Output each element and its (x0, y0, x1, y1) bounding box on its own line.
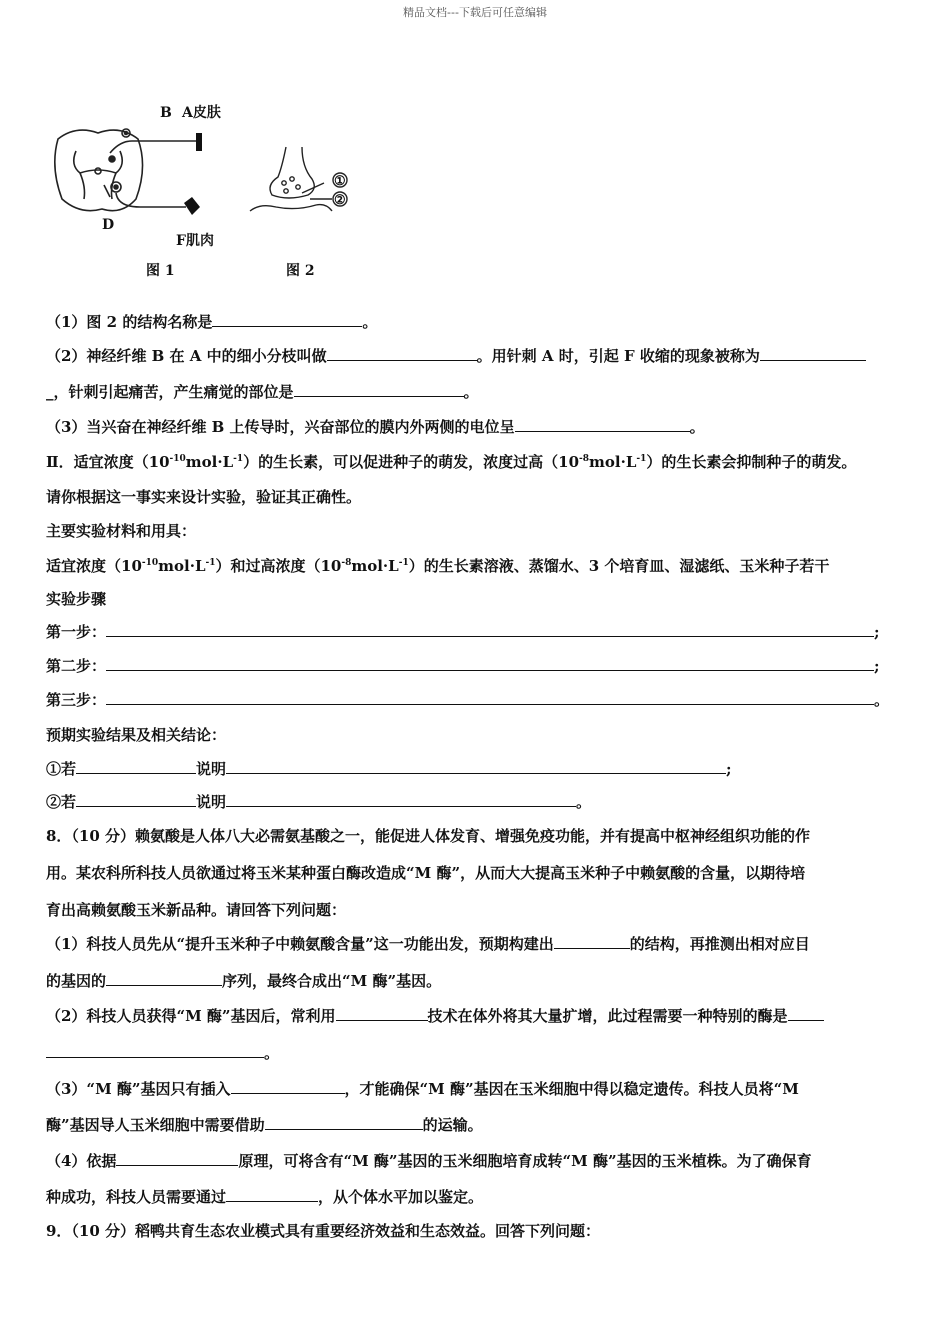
blank[interactable] (76, 759, 196, 774)
caption-fig1: 图 1 (146, 263, 175, 279)
blank[interactable] (106, 690, 874, 705)
page-header: 精品文档---下载后可任意编辑 (403, 6, 547, 19)
nerve-fiber-b (110, 141, 200, 153)
label-f: F肌肉 (176, 233, 214, 249)
blank[interactable] (327, 346, 477, 361)
part-ii-task: 请你根据这一事实来设计实验，验证其正确性。 (46, 488, 362, 506)
blank[interactable] (46, 1043, 264, 1058)
question-8-3-cont: 酶”基因导人玉米细胞中需要借助 的运输。 (46, 1116, 483, 1134)
question-8-3: （3）“M 酶”基因只有插入 ，才能确保“M 酶”基因在玉米细胞中得以稳定遗传。科技人员将“M (46, 1080, 799, 1098)
question-8-2: （2）科技人员获得“M 酶”基因后，常利用 技术在体外将其大量扩增，此过程需要一种特别的酶是 (46, 1006, 824, 1026)
blank[interactable] (336, 1006, 428, 1021)
skin-receptor (196, 133, 202, 151)
question-8-4: （4）依据 原理，可将含有“M 酶”基因的玉米细胞培育成转“M 酶”基因的玉米植株。为了确保育 (46, 1152, 812, 1170)
step-3: 第三步： 。 (46, 691, 890, 709)
question-8-2-cont: 。 (46, 1043, 279, 1063)
question-2: （2）神经纤维 B 在 A 中的细小分枝叫做 。用针刺 A 时，引起 F 收缩的现象被称为 (46, 346, 866, 366)
question-8-1: （1）科技人员先从“提升玉米种子中赖氨酸含量”这一功能出发，预期构建出 的结构，再推测出相对应目 (46, 935, 810, 953)
synapse-post (250, 205, 332, 211)
central-canal (95, 168, 101, 174)
result-1: ①若 说明 ; (46, 760, 732, 778)
blank[interactable] (265, 1115, 423, 1130)
blank[interactable] (294, 382, 464, 397)
label-d: D (102, 217, 115, 233)
question-9: 9．（10 分）稻鸭共育生态农业模式具有重要经济效益和生态效益。回答下列问题： (46, 1222, 601, 1240)
blank[interactable] (226, 792, 576, 807)
blank[interactable] (515, 417, 690, 432)
reflex-arc-figure (40, 95, 370, 285)
expected-results-title: 预期实验结果及相关结论： (46, 726, 227, 744)
step-2: 第二步： ; (46, 657, 880, 675)
blank[interactable] (106, 622, 874, 637)
materials-list: 适宜浓度$(10^{-10}mol\cdot L^{-1})$和过高浓度$(10^{-8}mol\cdot L^{-1})$的生长素溶液、蒸馏水、3 个培育皿、湿滤纸、玉米种子若干 (46, 557, 830, 575)
question-2-cont: _，针刺引起痛苦，产生痛觉的部位是 。 (46, 383, 479, 401)
result-2: ②若 说明 。 (46, 793, 592, 811)
caption-fig2: 图 2 (286, 263, 315, 279)
label-b: B (160, 105, 172, 121)
question-1: （1）图 2 的结构名称是 。 (46, 313, 378, 331)
blank[interactable] (231, 1079, 345, 1094)
blank[interactable] (788, 1006, 824, 1021)
part-ii-intro: Ⅱ．适宜浓度$(10^{-10}mol\cdot L^{-1})$的生长素，可以促进种子的萌发，浓度过高$(10^{-8}mol\cdot L^{-1})$的生长素会抑制种子的萌发。 (46, 453, 857, 471)
efferent-fiber (116, 193, 186, 207)
blank[interactable] (760, 346, 866, 361)
blank[interactable] (212, 312, 362, 327)
blank[interactable] (226, 759, 726, 774)
blank[interactable] (554, 934, 630, 949)
question-3: （3）当兴奋在神经纤维 B 上传导时，兴奋部位的膜内外两侧的电位呈 。 (46, 418, 705, 436)
question-8-line3: 育出高赖氨酸玉米新品种。请回答下列问题： (46, 901, 347, 919)
label-2: ② (334, 193, 346, 208)
step-1: 第一步： ; (46, 623, 880, 641)
label-1: ① (334, 174, 346, 189)
materials-title: 主要实验材料和用具： (46, 522, 197, 540)
blank[interactable] (116, 1151, 238, 1166)
blank[interactable] (106, 656, 874, 671)
muscle-effector (184, 197, 200, 215)
blank[interactable] (226, 1187, 318, 1202)
blank[interactable] (106, 971, 222, 986)
steps-title: 实验步骤 (46, 590, 107, 608)
question-8-1-cont: 的基因的 序列，最终合成出“M 酶”基因。 (46, 972, 442, 990)
question-8-line2: 用。某农科所科技人员欲通过将玉米某种蛋白酶改造成“M 酶”，从而大大提高玉米种子中赖氨酸的含量，以期待培 (46, 864, 806, 882)
question-8-4-cont: 种成功，科技人员需要通过 ，从个体水平加以鉴定。 (46, 1188, 484, 1206)
blank[interactable] (76, 792, 196, 807)
label-a: A皮肤 (182, 105, 221, 121)
question-8-line1: 8．（10 分）赖氨酸是人体八大必需氨基酸之一，能促进人体发育、增强免疫功能，并有提高中枢神经组织功能的作 (46, 827, 811, 845)
